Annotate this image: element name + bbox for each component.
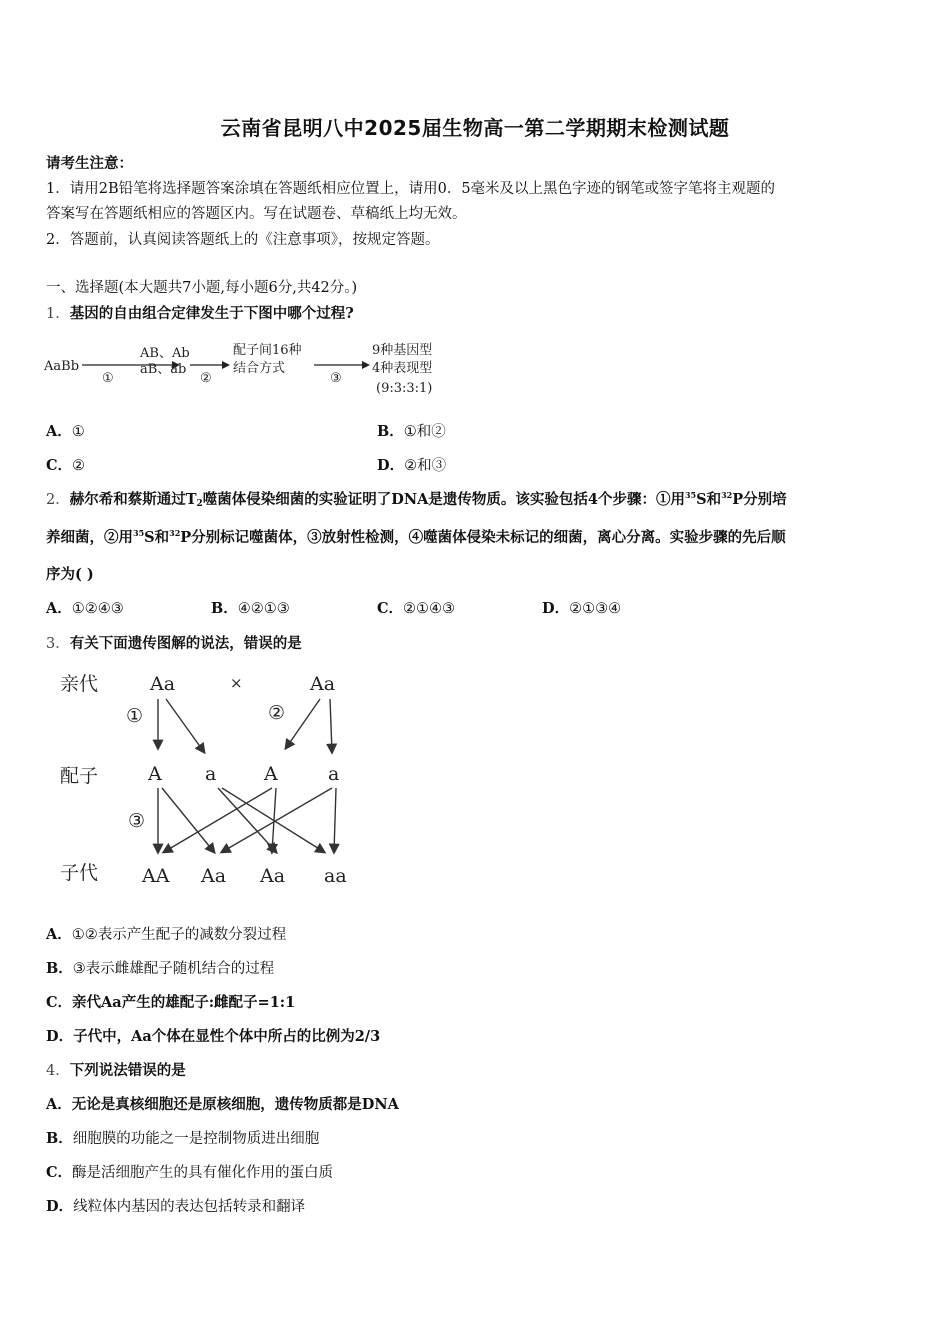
arrow-2-head [222, 361, 230, 369]
option-text: ①和② [403, 424, 446, 440]
row-label-offspring: 子代 [60, 862, 99, 884]
q2-option-b[interactable] [211, 597, 290, 618]
q4-option-c[interactable] [46, 1161, 333, 1182]
q1-start-genotype: AaBb [44, 359, 80, 374]
q3-option-b[interactable] [46, 957, 274, 978]
gamete-1: A [148, 763, 162, 785]
q2-text-segment: 赫尔希和蔡斯通过T [69, 491, 197, 508]
option-text: ②①③④ [569, 601, 622, 617]
offspring-4: aa [324, 865, 347, 887]
q1-option-b[interactable] [377, 420, 446, 441]
row-label-gamete: 配子 [60, 765, 99, 787]
offspring-3: Aa [260, 865, 286, 887]
question-number: 2． [46, 492, 70, 508]
option-label: D． [377, 457, 405, 474]
q2-superscript-35: 35 [133, 528, 145, 538]
option-text: 亲代Aa产生的雄配子:雌配子=1:1 [72, 994, 296, 1011]
question-number: 1． [46, 306, 70, 322]
option-label: B． [46, 1130, 73, 1147]
option-text: 线粒体内基因的表达包括转录和翻译 [73, 1199, 306, 1215]
q2-text-segment: P分别培 [732, 491, 787, 508]
option-text: ①②表示产生配子的减数分裂过程 [71, 927, 287, 943]
q4-option-a[interactable] [46, 1093, 399, 1114]
question-2-line-2 [46, 526, 786, 547]
cross-sign: × [230, 674, 243, 692]
offspring-1: AA [142, 865, 170, 887]
arrow-parent-right-to-a [330, 699, 332, 752]
q1-combination-line-2: 结合方式 [233, 361, 286, 376]
step-3-marker: ③ [330, 371, 342, 386]
option-text: 细胞膜的功能之一是控制物质进出细胞 [72, 1131, 320, 1147]
arrow-parent-left-to-a [166, 699, 204, 752]
q2-text-segment: S和 [696, 491, 722, 508]
gamete-4: a [328, 763, 340, 785]
arrow-fertilization [218, 788, 276, 852]
step-2-marker: ② [200, 371, 212, 386]
arrow-3-head [362, 361, 370, 369]
parent-right: Aa [310, 673, 336, 695]
q2-option-c[interactable] [377, 597, 455, 618]
q1-gametes-line-1: AB、Ab [140, 346, 190, 361]
question-stem: 有关下面遗传图解的说法，错误的是 [69, 635, 302, 652]
question-2-line-3: 序为( ) [46, 566, 94, 583]
gamete-2: a [205, 763, 217, 785]
question-stem: 下列说法错误的是 [69, 1062, 186, 1079]
question-number: 3． [46, 636, 70, 652]
q1-option-c[interactable] [46, 454, 85, 475]
arrow-parent-right-to-A [286, 699, 320, 748]
q4-option-b[interactable] [46, 1127, 319, 1148]
q2-superscript-32: 32 [721, 490, 733, 500]
option-label: A． [46, 1096, 72, 1113]
section-heading: 一、选择题(本大题共7小题,每小题6分,共42分。) [46, 280, 358, 296]
option-label: C． [46, 457, 73, 474]
q3-option-a[interactable] [46, 923, 286, 944]
notice-line-2: 2．答题前，认真阅读答题纸上的《注意事项》，按规定答题。 [46, 232, 440, 248]
option-label: C． [46, 994, 73, 1011]
q2-option-a[interactable] [46, 597, 124, 618]
q1-combination-line-1: 配子间16种 [233, 343, 302, 358]
q1-option-d[interactable] [377, 454, 446, 475]
q1-result-line-2: 4种表现型 [372, 361, 433, 376]
option-text: 无论是真核细胞还是原核细胞，遗传物质都是DNA [71, 1096, 399, 1113]
option-label: A． [46, 926, 72, 943]
option-label: C． [377, 600, 404, 617]
notice-line-1: 1．请用2B铅笔将选择题答案涂填在答题纸相应位置上，请用0．5毫米及以上黑色字迹的钢笔或签字笔将主观题的 [46, 181, 776, 197]
option-text: 酶是活细胞产生的具有催化作用的蛋白质 [72, 1165, 334, 1181]
q4-option-d[interactable] [46, 1195, 305, 1216]
q1-gametes-line-2: aB、ab [140, 362, 187, 377]
option-label: D． [46, 1198, 74, 1215]
page-title: 云南省昆明八中2025届生物高一第二学期期末检测试题 [220, 116, 730, 140]
q2-text-segment: 养细菌，②用 [46, 529, 133, 546]
question-1 [46, 302, 354, 323]
parent-left: Aa [150, 673, 176, 695]
option-label: D． [542, 600, 570, 617]
q3-option-d[interactable] [46, 1025, 380, 1046]
q3-option-c[interactable] [46, 991, 295, 1012]
q2-text-segment: P分别标记噬菌体，③放射性检测，④噬菌体侵染未标记的细菌，离心分离。实验步骤的先后顺 [180, 529, 786, 546]
option-text: ①②④③ [71, 601, 124, 617]
arrow-fertilization [334, 788, 336, 852]
question-number: 4． [46, 1063, 70, 1079]
option-text: ④②①③ [237, 601, 290, 617]
step-1-marker: ① [102, 371, 114, 386]
marker-3: ③ [128, 810, 146, 832]
offspring-2: Aa [201, 865, 227, 887]
option-label: A． [46, 423, 72, 440]
row-label-parent: 亲代 [60, 673, 99, 695]
option-label: C． [46, 1164, 73, 1181]
gamete-3: A [264, 763, 278, 785]
option-label: D． [46, 1028, 74, 1045]
arrow-fertilization [162, 788, 214, 852]
question-4 [46, 1059, 186, 1080]
q2-subscript: 2 [196, 499, 203, 509]
arrow-fertilization [164, 788, 272, 852]
q2-text-segment: 噬菌体侵染细菌的实验证明了DNA是遗传物质。该实验包括4个步骤：①用 [202, 491, 685, 508]
q1-option-a[interactable] [46, 420, 85, 441]
q3-genetics-diagram [54, 664, 364, 896]
option-text: ③表示雌雄配子随机结合的过程 [72, 961, 275, 977]
notice-heading: 请考生注意： [46, 155, 133, 172]
option-text: ②①④③ [403, 601, 456, 617]
option-text: 子代中，Aa个体在显性个体中所占的比例为2/3 [73, 1028, 381, 1045]
option-label: A． [46, 600, 72, 617]
option-label: B． [211, 600, 238, 617]
option-text: ②和③ [404, 458, 447, 474]
option-label: B． [377, 423, 404, 440]
q2-superscript-32: 32 [169, 528, 181, 538]
q2-superscript-35: 35 [684, 490, 697, 500]
q1-result-line-1: 9种基因型 [372, 343, 433, 358]
q1-result-line-3: (9:3:3:1) [376, 381, 433, 396]
question-stem: 基因的自由组合定律发生于下图中哪个过程? [69, 305, 354, 322]
option-label: B． [46, 960, 73, 977]
q2-option-d[interactable] [542, 597, 621, 618]
marker-2: ② [268, 702, 286, 724]
marker-1: ① [126, 705, 144, 727]
option-text: ② [72, 458, 86, 474]
question-2-line-1 [46, 488, 787, 509]
option-text: ① [71, 424, 85, 440]
q2-text-segment: S和 [144, 529, 170, 546]
q1-diagram [44, 338, 464, 402]
question-3 [46, 632, 302, 653]
notice-line-1b: 答案写在答题纸相应的答题区内。写在试题卷、草稿纸上均无效。 [46, 206, 467, 222]
